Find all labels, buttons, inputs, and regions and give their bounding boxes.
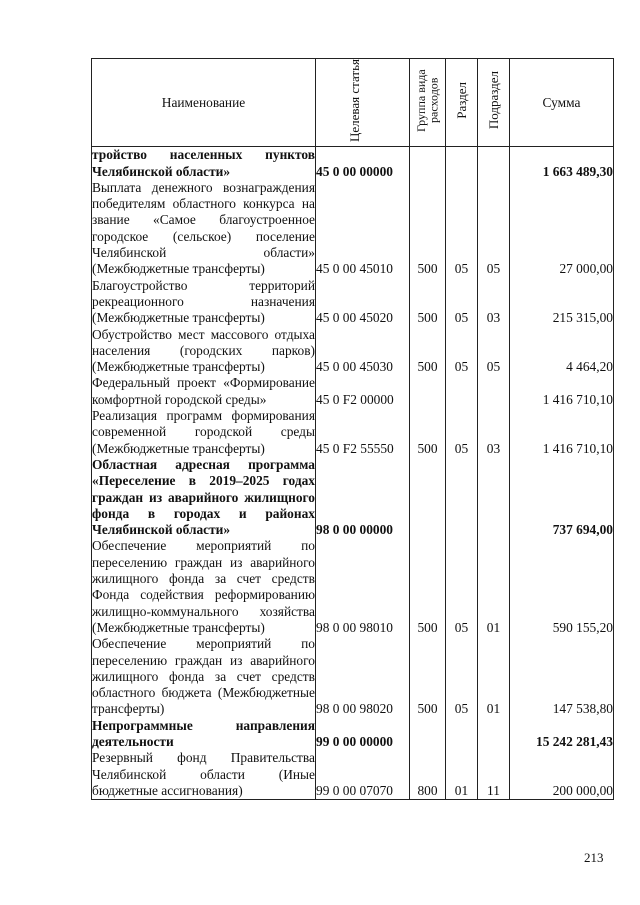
row-subsection — [478, 718, 510, 751]
row-target-code: 45 0 00 45010 — [316, 180, 410, 278]
table-row — [92, 718, 614, 751]
row-sum: 1 416 710,10 — [510, 375, 614, 408]
row-target-code: 99 0 00 00000 — [316, 718, 410, 751]
row-name: Непрограммные направления деятельности — [92, 717, 315, 749]
header-section: Раздел — [446, 59, 478, 147]
row-target-code: 98 0 00 98010 — [316, 538, 410, 636]
table-row — [92, 408, 614, 457]
row-subsection: 01 — [478, 538, 510, 636]
row-section — [446, 457, 478, 538]
row-subsection: 05 — [478, 180, 510, 278]
header-row — [92, 59, 614, 147]
row-section — [446, 375, 478, 408]
table-row — [92, 636, 614, 717]
row-section — [446, 147, 478, 180]
row-target-code: 99 0 00 07070 — [316, 750, 410, 799]
row-sum: 215 315,00 — [510, 278, 614, 327]
row-group: 500 — [410, 278, 446, 327]
row-name: тройство населенных пунктов Челябинской области» — [92, 147, 315, 179]
row-sum: 200 000,00 — [510, 750, 614, 799]
row-group: 500 — [410, 327, 446, 376]
row-subsection: 05 — [478, 327, 510, 376]
row-section: 05 — [446, 278, 478, 327]
row-target-code: 45 0 F2 55550 — [316, 408, 410, 457]
table-row — [92, 278, 614, 327]
row-name: Реализация программ формирования современной городской среды (Межбюджетные трансферты) — [92, 408, 315, 456]
row-subsection — [478, 147, 510, 180]
row-subsection — [478, 375, 510, 408]
table-row — [92, 375, 614, 408]
row-group — [410, 718, 446, 751]
row-subsection: 11 — [478, 750, 510, 799]
table-row — [92, 538, 614, 636]
row-sum: 15 242 281,43 — [510, 718, 614, 751]
row-name: Резервный фонд Правительства Челябинской области (Иные бюджетные ассигнования) — [92, 750, 315, 798]
page-number: 213 — [584, 850, 604, 865]
row-target-code: 45 0 00 00000 — [316, 147, 410, 180]
row-target-code: 45 0 00 45020 — [316, 278, 410, 327]
row-subsection — [478, 457, 510, 538]
table-row — [92, 750, 614, 799]
row-sum: 590 155,20 — [510, 538, 614, 636]
header-target: Целевая статья — [316, 59, 410, 147]
row-section: 01 — [446, 750, 478, 799]
row-sum: 147 538,80 — [510, 636, 614, 717]
row-group: 500 — [410, 408, 446, 457]
header-sum: Сумма — [510, 59, 614, 147]
row-name: Обеспечение мероприятий по переселению граждан из аварийного жилищного фонда за счет средств Фонда содействия реформированию жилищно-коммунального хозяйства (Межбюджетные трансферты) — [92, 538, 315, 635]
row-section: 05 — [446, 327, 478, 376]
row-group: 500 — [410, 538, 446, 636]
row-group — [410, 147, 446, 180]
row-sum: 1 663 489,30 — [510, 147, 614, 180]
table-row — [92, 457, 614, 538]
row-target-code: 45 0 F2 00000 — [316, 375, 410, 408]
row-subsection: 01 — [478, 636, 510, 717]
header-name: Наименование — [92, 59, 316, 147]
row-name: Федеральный проект «Формирование комфортной городской среды» — [92, 375, 315, 407]
row-name: Областная адресная программа «Переселение в 2019–2025 годах граждан из аварийного жилищного фонда в городах и районах Челябинской области» — [92, 456, 315, 538]
row-target-code: 45 0 00 45030 — [316, 327, 410, 376]
header-group: Группа вида расходов — [410, 59, 446, 147]
row-sum: 27 000,00 — [510, 180, 614, 278]
budget-table — [91, 58, 614, 800]
header-subsection: Подраздел — [478, 59, 510, 147]
row-section: 05 — [446, 408, 478, 457]
row-subsection: 03 — [478, 278, 510, 327]
row-name: Благоустройство территорий рекреационного назначения (Межбюджетные трансферты) — [92, 277, 315, 326]
table-row — [92, 327, 614, 376]
row-group: 500 — [410, 636, 446, 717]
row-section — [446, 718, 478, 751]
row-target-code: 98 0 00 00000 — [316, 457, 410, 538]
row-group: 500 — [410, 180, 446, 278]
row-name: Обеспечение мероприятий по переселению граждан из аварийного жилищного фонда за счет средств областного бюджета (Межбюджетные трансферты) — [92, 636, 315, 717]
table-row — [92, 147, 614, 180]
row-section: 05 — [446, 180, 478, 278]
row-sum: 737 694,00 — [510, 457, 614, 538]
row-section: 05 — [446, 636, 478, 717]
row-group: 800 — [410, 750, 446, 799]
row-subsection: 03 — [478, 408, 510, 457]
row-sum: 4 464,20 — [510, 327, 614, 376]
row-target-code: 98 0 00 98020 — [316, 636, 410, 717]
row-group — [410, 457, 446, 538]
row-name: Обустройство мест массового отдыха населения (городских парков) (Межбюджетные трансферты) — [92, 326, 315, 375]
row-group — [410, 375, 446, 408]
table-row — [92, 180, 614, 278]
row-sum: 1 416 710,10 — [510, 408, 614, 457]
row-section: 05 — [446, 538, 478, 636]
row-name: Выплата денежного вознаграждения победителям областного конкурса на звание «Самое благоустроенное городское (сельское) поселение Челябинской области» (Межбюджетные трансферты) — [92, 179, 315, 277]
